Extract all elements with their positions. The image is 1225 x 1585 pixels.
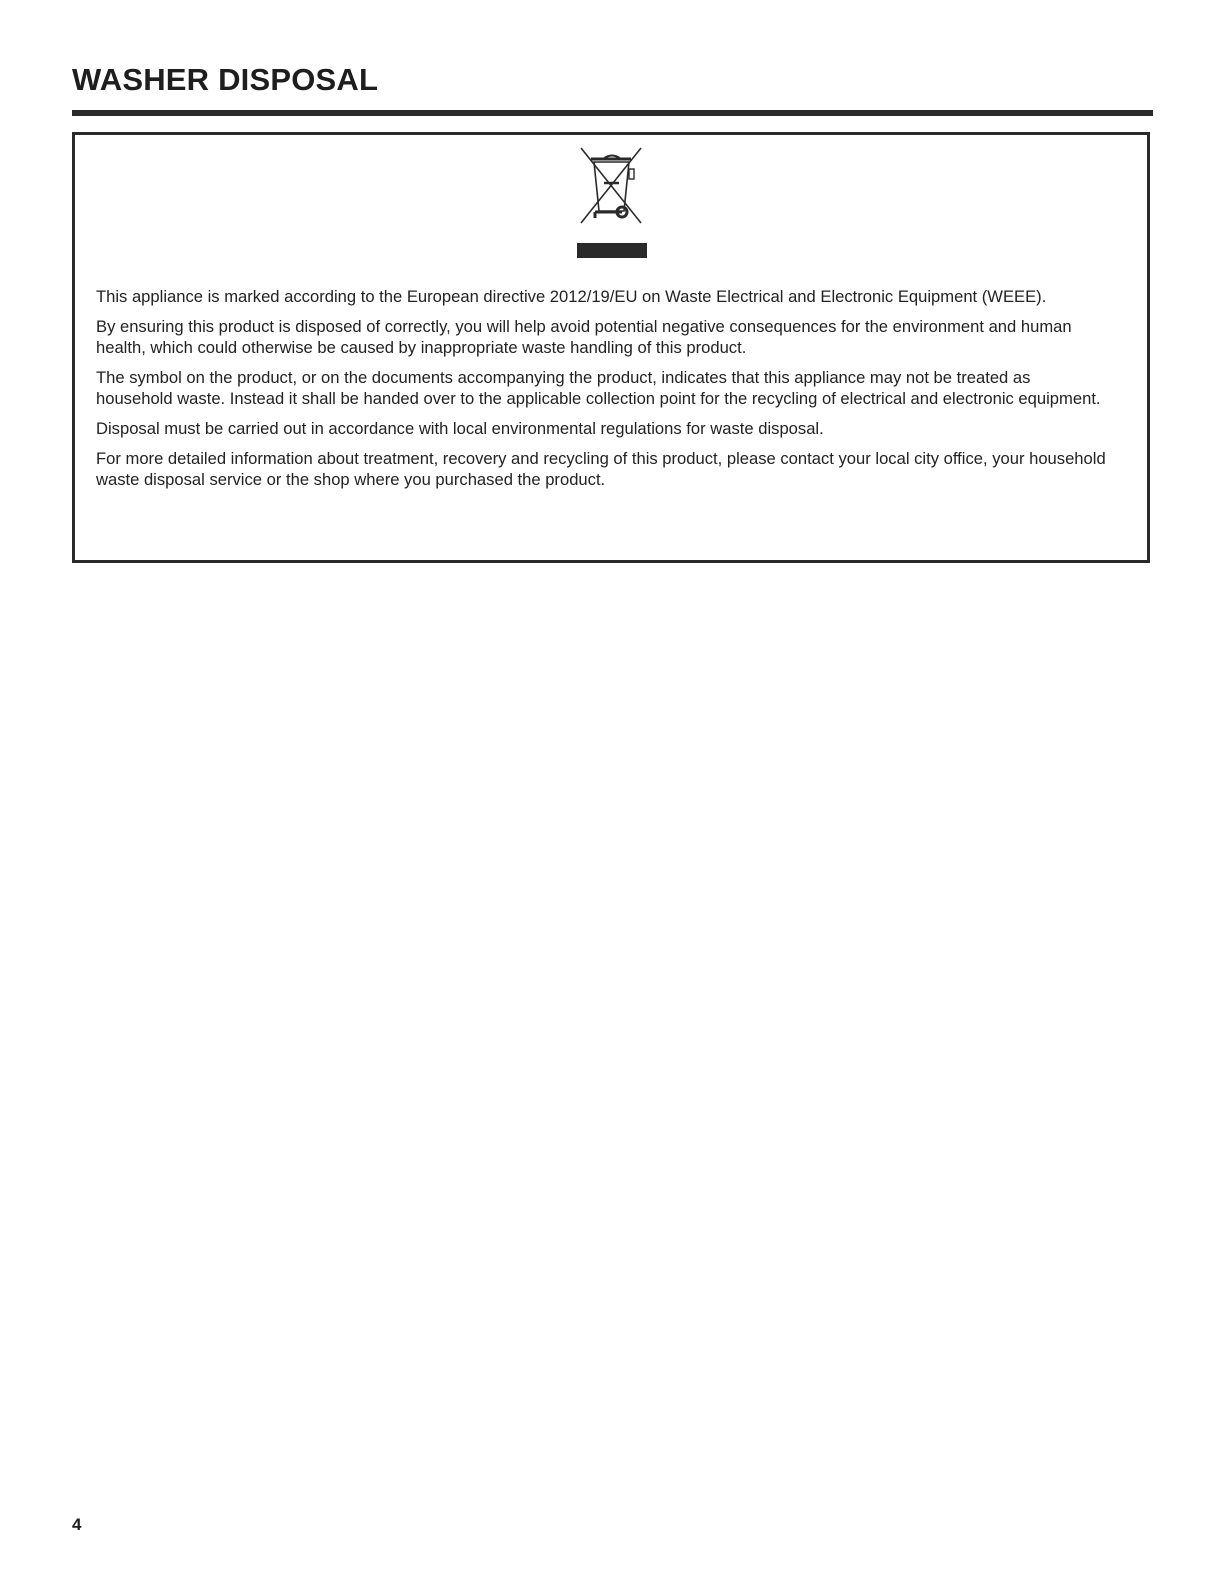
paragraph-weee-directive: This appliance is marked according to the European directive 2012/19/EU on Waste Electrical and Electronic Equipment (WEEE). xyxy=(96,287,1047,306)
paragraph-local-regulations: Disposal must be carried out in accordance with local environmental regulations for waste disposal. xyxy=(96,419,824,438)
page-title: WASHER DISPOSAL xyxy=(72,62,379,97)
paragraph-more-information: For more detailed information about treatment, recovery and recycling of this product, please contact your local city office, your household waste disposal service or the shop where you purchased the product. xyxy=(96,449,1106,489)
notice-text xyxy=(96,286,1106,499)
paragraph-environment: By ensuring this product is disposed of correctly, you will help avoid potential negative consequences for the environment and human health, which could otherwise be caused by inappropriate waste handling of this product. xyxy=(96,317,1072,357)
title-rule xyxy=(72,110,1153,116)
page-number: 4 xyxy=(72,1515,82,1534)
crossed-out-wheelie-bin-icon xyxy=(577,145,647,263)
paragraph-symbol-meaning: The symbol on the product, or on the documents accompanying the product, indicates that this appliance may not be treated as household waste. Instead it shall be handed over to the applicable collection point for the recycling of electrical and electronic equipment. xyxy=(96,368,1101,408)
